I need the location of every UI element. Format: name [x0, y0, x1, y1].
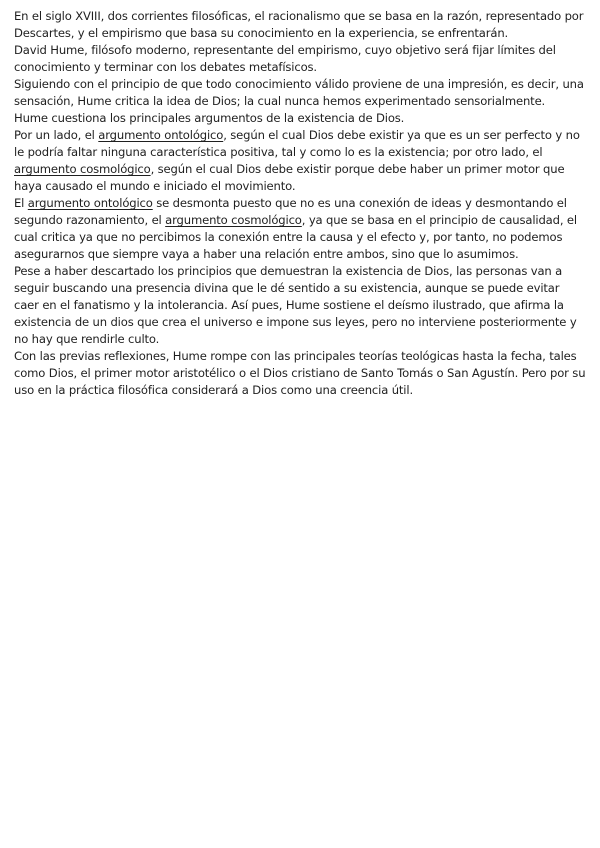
ontological-argument-link-2[interactable]: argumento ontológico — [27, 196, 153, 210]
paragraph-5-text-c: , según el cual Dios debe existir porque debe haber un primer motor que haya causado el mundo e iniciado el movimiento. — [14, 162, 565, 193]
paragraph-1: En el siglo XVIII, dos corrientes filosóficas, el racionalismo que se basa en la razón, representado por Descartes, y el empirismo que basa su conocimiento en la experiencia, se enfrentarán. — [14, 9, 584, 40]
paragraph-6 — [14, 195, 586, 263]
paragraph-6-text-a: El — [14, 196, 28, 210]
ontological-argument-link[interactable]: argumento ontológico — [98, 128, 224, 142]
paragraph-5-text-b: , según el cual Dios debe existir ya que es un ser perfecto y no le podría faltar ninguna característica positiva, tal y como lo es la existencia; por otro lado, el — [14, 128, 580, 159]
document-body — [14, 8, 586, 399]
paragraph-7: Pese a haber descartado los principios que demuestran la existencia de Dios, las personas van a seguir buscando una presencia divina que le dé sentido a su existencia, aunque se puede evitar caer en el fanatismo y la intolerancia. Así pues, Hume sostiene el deísmo ilustrado, que afirma la existencia de un dios que crea el universo e impone sus leyes, pero no interviene posteriormente y no hay que rendirle culto. — [14, 264, 577, 346]
paragraph-8: Con las previas reflexiones, Hume rompe con las principales teorías teológicas hasta la fecha, tales como Dios, el primer motor aristotélico o el Dios cristiano de Santo Tomás o San Agustín. Pero por su uso en la práctica filosófica considerará a Dios como una creencia útil. — [14, 349, 586, 397]
paragraph-3: Siguiendo con el principio de que todo conocimiento válido proviene de una impresión, es decir, una sensación, Hume critica la idea de Dios; la cual nunca hemos experimentado sensorialmente. — [14, 77, 584, 108]
paragraph-6-text-b: se desmonta puesto que no es una conexión de ideas y desmontando el segundo razonamiento, el — [14, 196, 567, 227]
cosmological-argument-link[interactable]: argumento cosmológico — [14, 162, 151, 176]
paragraph-4: Hume cuestiona los principales argumentos de la existencia de Dios. — [14, 111, 405, 125]
cosmological-argument-link-2[interactable]: argumento cosmológico — [165, 213, 302, 227]
paragraph-2: David Hume, filósofo moderno, representante del empirismo, cuyo objetivo será fijar límites del conocimiento y terminar con los debates metafísicos. — [14, 43, 556, 74]
paragraph-5 — [14, 127, 586, 195]
paragraph-6-text-c: , ya que se basa en el principio de causalidad, el cual critica ya que no percibimos la conexión entre la causa y el efecto y, por tanto, no podemos asegurarnos que siempre vaya a haber una relación entre ambos, sino que lo asumimos. — [14, 213, 577, 261]
paragraph-5-text-a: Por un lado, el — [14, 128, 99, 142]
